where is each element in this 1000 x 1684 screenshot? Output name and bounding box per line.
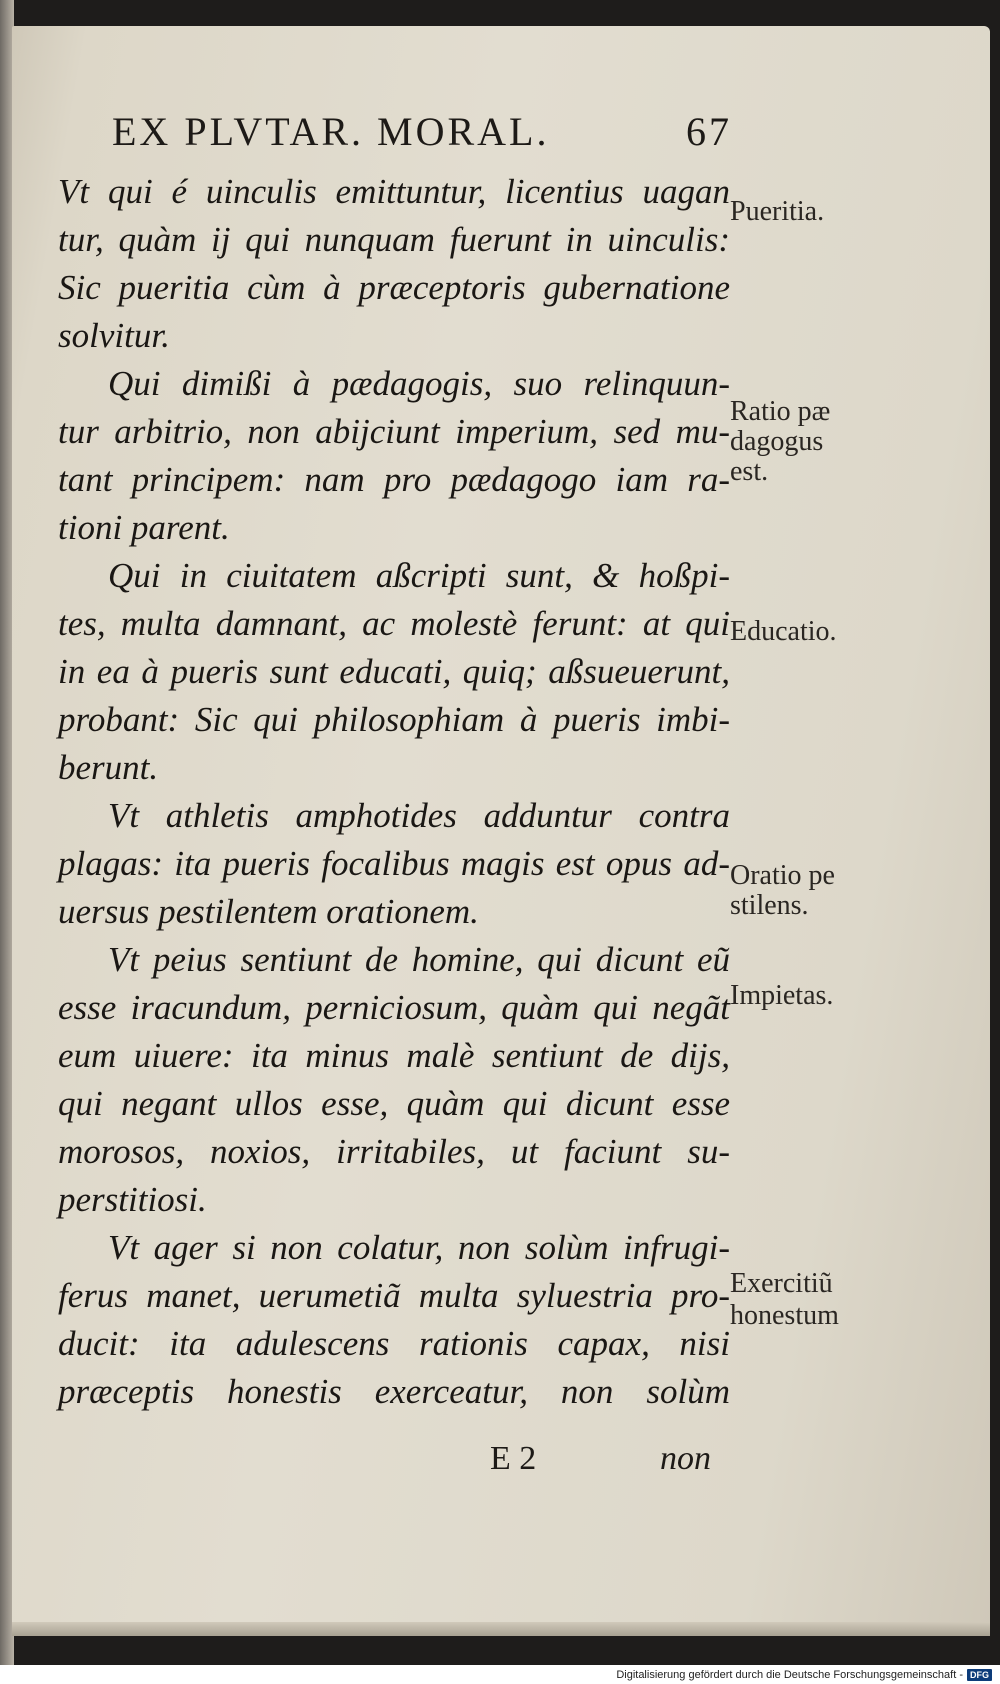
text-line: perstitiosi. — [58, 1180, 207, 1219]
text-line: morosos, noxios, irritabiles, ut faciunt su- — [58, 1132, 730, 1171]
margin-note: honestum — [730, 1300, 839, 1331]
margin-note: Exercitiũ — [730, 1268, 833, 1299]
text-line: tant principem: nam pro pædagogo iam ra- — [58, 460, 730, 499]
margin-note: Oratio pe — [730, 860, 835, 891]
page-bottom-edge — [12, 1622, 990, 1636]
text-line: tioni parent. — [58, 508, 230, 547]
text-line: Vt qui é uinculis emittuntur, licentius uagan — [58, 172, 730, 211]
catchword: non — [660, 1440, 711, 1477]
text-line: Vt athletis amphotides adduntur contra — [108, 796, 730, 835]
text-line: tes, multa damnant, ac molestè ferunt: at qui — [58, 604, 730, 643]
text-line: in ea à pueris sunt educati, quiq; aßsueuerunt, — [58, 652, 730, 691]
text-line: ducit: ita adulescens rationis capax, nisi — [58, 1324, 730, 1363]
margin-note: est. — [730, 456, 769, 487]
margin-note: Educatio. — [730, 616, 837, 647]
body-text — [58, 168, 730, 1416]
margin-note: Pueritia. — [730, 196, 825, 227]
text-line: uersus pestilentem orationem. — [58, 892, 479, 931]
margin-note: dagogus — [730, 426, 824, 457]
text-line: plagas: ita pueris focalibus magis est opus ad- — [58, 844, 730, 883]
margin-note: stilens. — [730, 890, 809, 921]
text-line: esse iracundum, perniciosum, quàm qui negãt — [58, 988, 730, 1027]
text-line: ferus manet, uerumetiã multa syluestria pro- — [58, 1276, 730, 1315]
text-line: qui negant ullos esse, quàm qui dicunt esse — [58, 1084, 730, 1123]
page-number: 67 — [686, 109, 732, 154]
text-line: solvitur. — [58, 316, 170, 355]
text-line: berunt. — [58, 748, 159, 787]
text-line: tur, quàm ij qui nunquam fuerunt in uinculis: — [58, 220, 730, 259]
credit-text: Digitalisierung gefördert durch die Deutsche Forschungsgemeinschaft - — [616, 1669, 963, 1681]
text-line: eum uiuere: ita minus malè sentiunt de dijs, — [58, 1036, 730, 1075]
text-line: Qui in ciuitatem aßcripti sunt, & hoßpi- — [108, 556, 730, 595]
signature-mark: E 2 — [490, 1440, 537, 1477]
margin-note: Ratio pæ — [730, 396, 831, 427]
text-line: tur arbitrio, non abijciunt imperium, sed mu- — [58, 412, 730, 451]
text-line: probant: Sic qui philosophiam à pueris imbi- — [58, 700, 730, 739]
text-line: præceptis honestis exerceatur, non solùm — [58, 1372, 730, 1411]
dfg-logo: DFG — [967, 1669, 992, 1681]
margin-note: Impietas. — [730, 980, 834, 1011]
running-title: EX PLVTAR. MORAL. — [112, 109, 550, 154]
text-line: Vt peius sentiunt de homine, qui dicunt eũ — [108, 940, 730, 979]
digitization-credit — [616, 1666, 992, 1684]
running-head — [112, 108, 732, 164]
text-line: Vt ager si non colatur, non solùm infrugi- — [108, 1228, 730, 1267]
text-line: Qui dimißi à pædagogis, suo relinquun- — [108, 364, 730, 403]
text-line: Sic pueritia cùm à præceptoris gubernatione — [58, 268, 730, 307]
